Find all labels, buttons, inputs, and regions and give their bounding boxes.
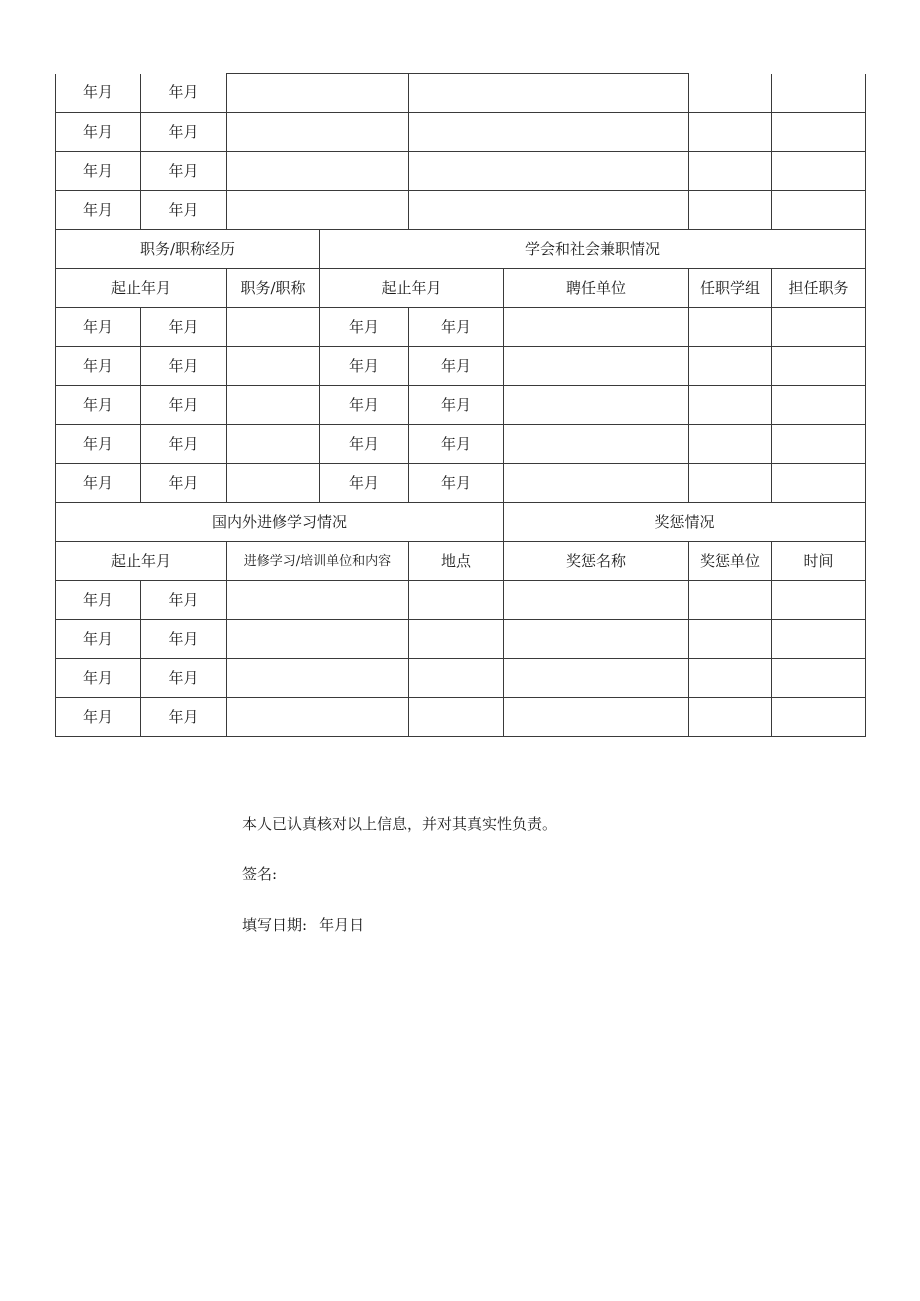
- entry-cell[interactable]: [689, 425, 772, 464]
- entry-cell[interactable]: [772, 620, 866, 659]
- start-month-cell: 年月: [320, 308, 409, 347]
- start-month-cell: 年月: [56, 620, 141, 659]
- entry-cell[interactable]: [772, 425, 866, 464]
- section-title-position-history: 职务/职称经历: [56, 230, 320, 269]
- section-header-row: [56, 503, 866, 542]
- header-time: 时间: [772, 542, 866, 581]
- entry-cell[interactable]: [689, 113, 772, 152]
- end-month-cell: 年月: [141, 581, 227, 620]
- entry-cell[interactable]: [504, 347, 689, 386]
- start-month-cell: 年月: [56, 386, 141, 425]
- end-month-cell: 年月: [141, 191, 227, 230]
- start-month-cell: 年月: [56, 464, 141, 503]
- header-start-end-date: 起止年月: [320, 269, 504, 308]
- end-month-cell: 年月: [141, 347, 227, 386]
- entry-cell[interactable]: [772, 464, 866, 503]
- entry-cell[interactable]: [227, 152, 409, 191]
- start-month-cell: 年月: [56, 581, 141, 620]
- entry-cell[interactable]: [772, 152, 866, 191]
- end-month-cell: 年月: [141, 74, 227, 113]
- entry-cell[interactable]: [227, 308, 320, 347]
- entry-cell[interactable]: [689, 464, 772, 503]
- start-month-cell: 年月: [56, 191, 141, 230]
- entry-cell[interactable]: [772, 74, 866, 113]
- entry-cell[interactable]: [227, 425, 320, 464]
- table-row: [56, 659, 866, 698]
- end-month-cell: 年月: [141, 698, 227, 737]
- start-month-cell: 年月: [56, 698, 141, 737]
- header-award-unit: 奖惩单位: [689, 542, 772, 581]
- entry-cell[interactable]: [227, 74, 409, 113]
- section-header-row: [56, 230, 866, 269]
- form-table: [55, 73, 866, 737]
- entry-cell[interactable]: [227, 347, 320, 386]
- date-value: 年月日: [319, 916, 365, 934]
- start-month-cell: 年月: [56, 659, 141, 698]
- entry-cell[interactable]: [772, 308, 866, 347]
- entry-cell[interactable]: [689, 620, 772, 659]
- table-row: [56, 113, 866, 152]
- header-start-end-date: 起止年月: [56, 269, 227, 308]
- start-month-cell: 年月: [56, 74, 141, 113]
- end-month-cell: 年月: [141, 659, 227, 698]
- entry-cell[interactable]: [689, 191, 772, 230]
- entry-cell[interactable]: [772, 698, 866, 737]
- entry-cell[interactable]: [689, 152, 772, 191]
- entry-cell[interactable]: [409, 698, 504, 737]
- entry-cell[interactable]: [409, 113, 689, 152]
- section-title-society-roles: 学会和社会兼职情况: [320, 230, 866, 269]
- entry-cell[interactable]: [504, 698, 689, 737]
- end-month-cell: 年月: [141, 308, 227, 347]
- header-start-end-date: 起止年月: [56, 542, 227, 581]
- entry-cell[interactable]: [689, 386, 772, 425]
- header-location: 地点: [409, 542, 504, 581]
- column-header-row: [56, 542, 866, 581]
- entry-cell[interactable]: [227, 698, 409, 737]
- entry-cell[interactable]: [772, 581, 866, 620]
- column-header-row: [56, 269, 866, 308]
- header-study-group: 任职学组: [689, 269, 772, 308]
- end-month-cell: 年月: [409, 308, 504, 347]
- table-row: [56, 152, 866, 191]
- table-row: [56, 581, 866, 620]
- entry-cell[interactable]: [772, 386, 866, 425]
- table-row: [56, 308, 866, 347]
- entry-cell[interactable]: [409, 191, 689, 230]
- table-row: [56, 386, 866, 425]
- entry-cell[interactable]: [227, 659, 409, 698]
- entry-cell[interactable]: [504, 386, 689, 425]
- start-month-cell: 年月: [320, 347, 409, 386]
- header-position-title: 职务/职称: [227, 269, 320, 308]
- header-role-held: 担任职务: [772, 269, 866, 308]
- table-row: [56, 425, 866, 464]
- entry-cell[interactable]: [227, 191, 409, 230]
- entry-cell[interactable]: [772, 113, 866, 152]
- entry-cell[interactable]: [227, 464, 320, 503]
- start-month-cell: 年月: [320, 464, 409, 503]
- entry-cell[interactable]: [772, 659, 866, 698]
- entry-cell[interactable]: [227, 386, 320, 425]
- end-month-cell: 年月: [141, 113, 227, 152]
- entry-cell[interactable]: [772, 191, 866, 230]
- entry-cell[interactable]: [689, 308, 772, 347]
- end-month-cell: 年月: [141, 620, 227, 659]
- end-month-cell: 年月: [409, 425, 504, 464]
- entry-cell[interactable]: [772, 347, 866, 386]
- table-row: [56, 698, 866, 737]
- end-month-cell: 年月: [141, 425, 227, 464]
- header-study-content: 进修学习/培训单位和内容: [227, 542, 409, 581]
- end-month-cell: 年月: [409, 386, 504, 425]
- start-month-cell: 年月: [56, 308, 141, 347]
- table-row: [56, 347, 866, 386]
- entry-cell[interactable]: [504, 425, 689, 464]
- entry-cell[interactable]: [227, 581, 409, 620]
- table-row: [56, 191, 866, 230]
- start-month-cell: 年月: [56, 113, 141, 152]
- date-label: 填写日期:: [242, 916, 308, 934]
- entry-cell[interactable]: [409, 620, 504, 659]
- end-month-cell: 年月: [141, 386, 227, 425]
- entry-cell[interactable]: [409, 152, 689, 191]
- start-month-cell: 年月: [320, 386, 409, 425]
- start-month-cell: 年月: [56, 152, 141, 191]
- entry-cell[interactable]: [689, 581, 772, 620]
- start-month-cell: 年月: [56, 425, 141, 464]
- table-row: [56, 620, 866, 659]
- start-month-cell: 年月: [320, 425, 409, 464]
- end-month-cell: 年月: [141, 464, 227, 503]
- entry-cell[interactable]: [504, 620, 689, 659]
- section-title-awards: 奖惩情况: [504, 503, 866, 542]
- entry-cell[interactable]: [409, 74, 689, 113]
- entry-cell[interactable]: [689, 74, 772, 113]
- end-month-cell: 年月: [409, 347, 504, 386]
- entry-cell[interactable]: [504, 308, 689, 347]
- entry-cell[interactable]: [504, 659, 689, 698]
- table-row: [56, 464, 866, 503]
- signature-line: [242, 863, 277, 884]
- section-title-study-abroad: 国内外进修学习情况: [56, 503, 504, 542]
- entry-cell[interactable]: [689, 698, 772, 737]
- end-month-cell: 年月: [141, 152, 227, 191]
- header-hiring-unit: 聘任单位: [504, 269, 689, 308]
- entry-cell[interactable]: [409, 581, 504, 620]
- table-row: [56, 74, 866, 113]
- entry-cell[interactable]: [504, 581, 689, 620]
- entry-cell[interactable]: [504, 464, 689, 503]
- declaration-text: 本人已认真核对以上信息，并对其真实性负责。: [242, 815, 558, 833]
- entry-cell[interactable]: [409, 659, 504, 698]
- signature-label: 签名:: [242, 865, 278, 883]
- fill-date-line: [242, 914, 364, 935]
- entry-cell[interactable]: [689, 659, 772, 698]
- header-award-name: 奖惩名称: [504, 542, 689, 581]
- start-month-cell: 年月: [56, 347, 141, 386]
- entry-cell[interactable]: [227, 620, 409, 659]
- entry-cell[interactable]: [689, 347, 772, 386]
- entry-cell[interactable]: [227, 113, 409, 152]
- end-month-cell: 年月: [409, 464, 504, 503]
